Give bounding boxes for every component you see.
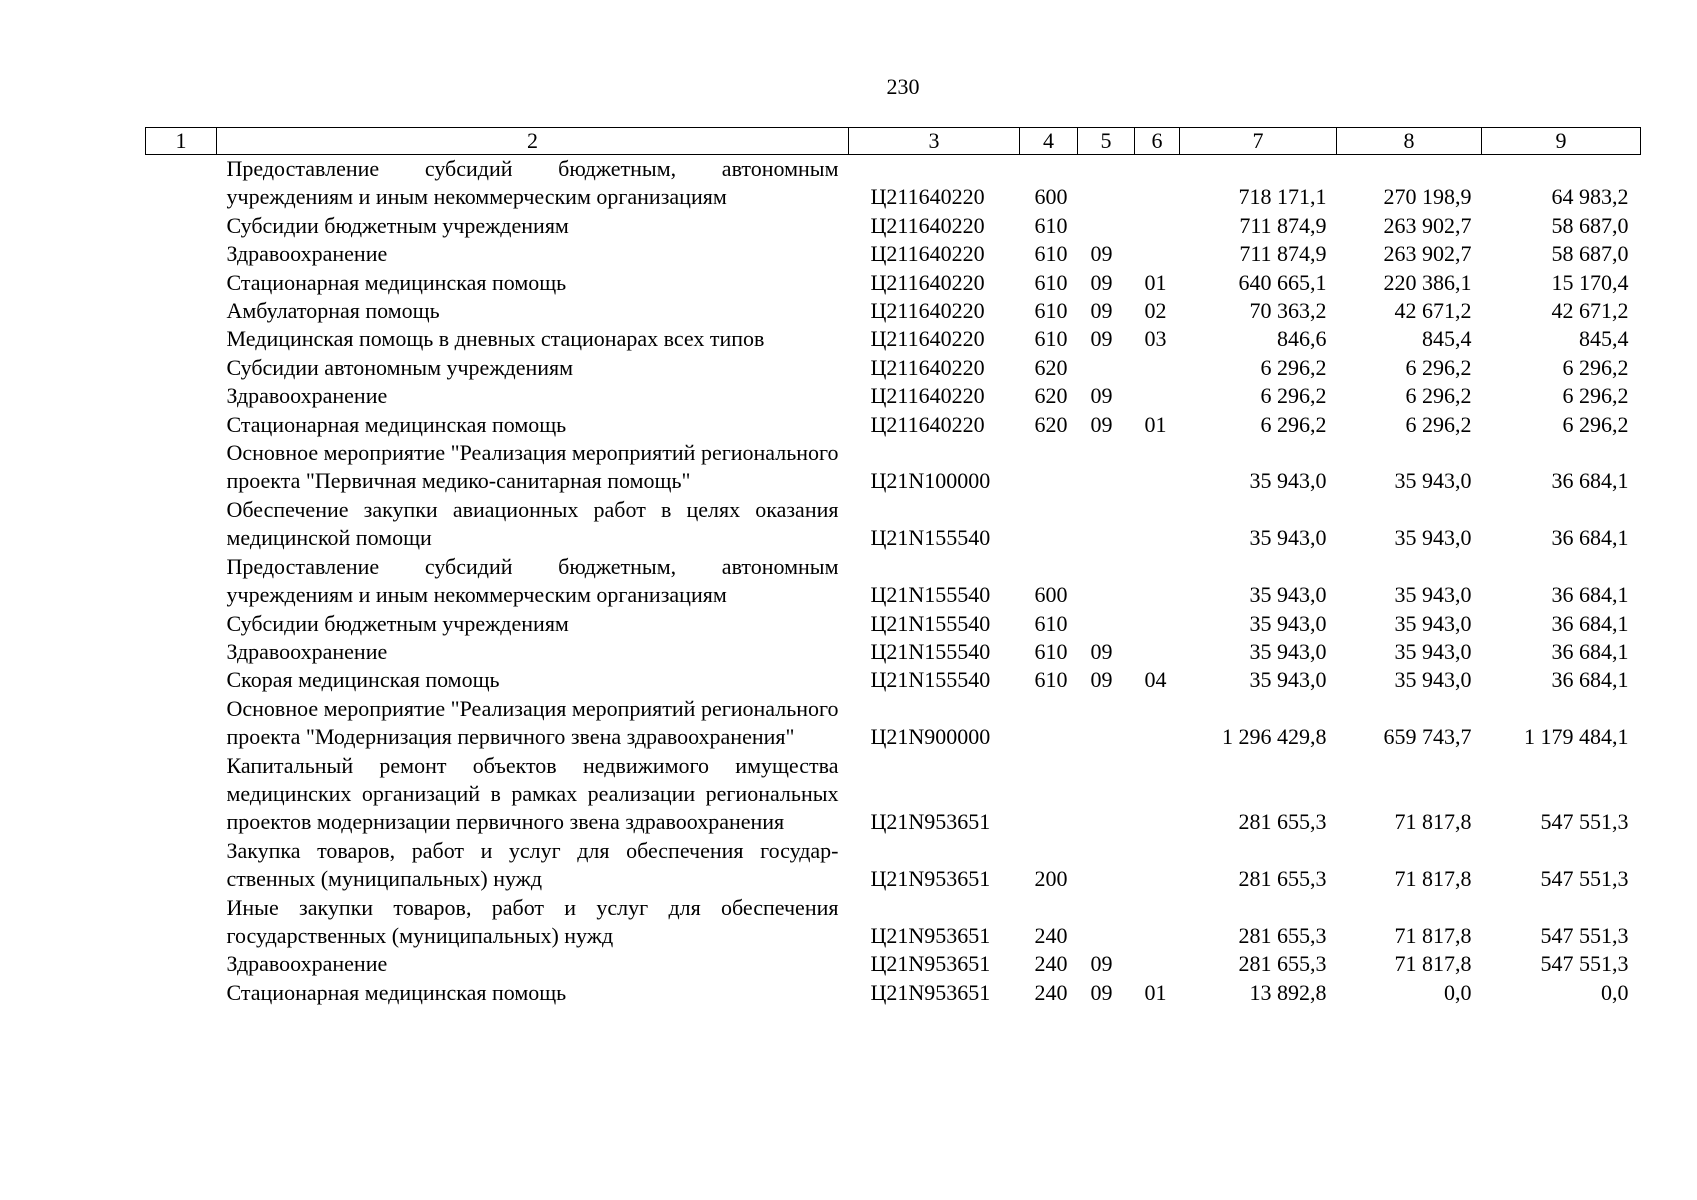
target-code: Ц21N900000 — [870, 724, 991, 750]
amount-col-9: 36 684,1 — [1551, 667, 1629, 693]
table-row — [146, 240, 1641, 268]
column-number-header — [146, 128, 1641, 155]
item-name: Субсидии автономным учреждениям — [226, 354, 574, 380]
amount-col-8: 263 902,7 — [1383, 241, 1472, 267]
expense-type: 620 — [1034, 383, 1068, 409]
table-row — [146, 325, 1641, 353]
subsection — [1135, 553, 1180, 610]
table-row — [146, 979, 1641, 1007]
amount-col-7: 1 296 429,8 — [1222, 724, 1327, 750]
amount-col-9: 6 296,2 — [1562, 411, 1629, 437]
item-name: Основное мероприятие "Реализация мероприятий регионального проекта "Модернизация первичного звена здравоохранения" — [226, 695, 839, 750]
item-name: Предоставление субсидий бюджетным, автономным учреждениям и иным некоммерческим организациям — [226, 553, 839, 608]
item-name: Субсидии бюджетным учреждениям — [226, 212, 569, 238]
item-name: Медицинская помощь в дневных стационарах всех типов — [226, 326, 765, 352]
subsection: 01 — [1144, 411, 1167, 437]
amount-col-9: 547 551,3 — [1540, 922, 1629, 948]
col-1-cell — [146, 695, 217, 752]
expense-type: 620 — [1034, 354, 1068, 380]
table-row — [146, 695, 1641, 752]
section: 09 — [1090, 951, 1113, 977]
col-1-cell — [146, 950, 217, 978]
amount-col-8: 659 743,7 — [1383, 724, 1472, 750]
amount-col-7: 35 943,0 — [1249, 525, 1327, 551]
section — [1078, 752, 1135, 837]
target-code: Ц21N155540 — [870, 525, 991, 551]
target-code: Ц21N155540 — [870, 610, 991, 636]
col-1-cell — [146, 212, 217, 240]
col-1-cell — [146, 553, 217, 610]
col-1-cell — [146, 155, 217, 212]
col-1-cell — [146, 411, 217, 439]
target-code: Ц21N155540 — [870, 667, 991, 693]
target-code: Ц211640220 — [870, 383, 985, 409]
amount-col-7: 711 874,9 — [1239, 212, 1327, 238]
amount-col-8: 270 198,9 — [1383, 184, 1472, 210]
subsection — [1135, 894, 1180, 951]
expense-type: 610 — [1034, 326, 1068, 352]
table-row — [146, 950, 1641, 978]
item-name: Стационарная медицинская помощь — [226, 411, 567, 437]
table-row — [146, 496, 1641, 553]
col-1-cell — [146, 269, 217, 297]
section — [1078, 894, 1135, 951]
subsection: 04 — [1144, 667, 1167, 693]
amount-col-7: 718 171,1 — [1238, 184, 1327, 210]
header-col-7: 7 — [1180, 128, 1337, 155]
amount-col-9: 1 179 484,1 — [1524, 724, 1629, 750]
target-code: Ц211640220 — [870, 212, 985, 238]
subsection — [1135, 155, 1180, 212]
header-col-4: 4 — [1020, 128, 1078, 155]
expense-type: 620 — [1034, 411, 1068, 437]
item-name: Обеспечение закупки авиационных работ в целях оказания медицинской помощи — [226, 496, 839, 551]
subsection — [1135, 439, 1180, 496]
table-row — [146, 837, 1641, 894]
amount-col-9: 0,0 — [1601, 979, 1629, 1005]
amount-col-9: 547 551,3 — [1540, 866, 1629, 892]
table-row — [146, 553, 1641, 610]
section — [1078, 695, 1135, 752]
expense-type — [1020, 496, 1078, 553]
target-code: Ц21N953651 — [870, 951, 991, 977]
header-col-2: 2 — [217, 128, 849, 155]
subsection: 02 — [1144, 298, 1167, 324]
subsection: 03 — [1144, 326, 1167, 352]
amount-col-7: 281 655,3 — [1238, 951, 1327, 977]
amount-col-7: 640 665,1 — [1238, 269, 1327, 295]
amount-col-7: 711 874,9 — [1239, 241, 1327, 267]
col-1-cell — [146, 325, 217, 353]
section — [1078, 439, 1135, 496]
section — [1078, 212, 1135, 240]
expense-type: 610 — [1034, 298, 1068, 324]
item-name: Здравоохранение — [226, 383, 388, 409]
item-name: Скорая медицинская помощь — [226, 667, 500, 693]
subsection — [1135, 950, 1180, 978]
expense-type: 610 — [1034, 667, 1068, 693]
subsection — [1135, 638, 1180, 666]
target-code: Ц21N953651 — [870, 866, 991, 892]
header-col-6: 6 — [1135, 128, 1180, 155]
item-name: Основное мероприятие "Реализация мероприятий регионального проекта "Первичная медико-санитарная помощь" — [226, 440, 839, 494]
amount-col-8: 42 671,2 — [1394, 298, 1472, 324]
section: 09 — [1090, 667, 1113, 693]
target-code: Ц211640220 — [870, 184, 985, 210]
table-body — [146, 155, 1641, 1008]
target-code: Ц21N100000 — [870, 468, 991, 494]
amount-col-8: 71 817,8 — [1394, 951, 1472, 977]
amount-col-9: 36 684,1 — [1551, 610, 1629, 636]
item-name: Закупка товаров, работ и услуг для обеспечения государственных (муниципальных) нужд — [226, 837, 839, 892]
amount-col-7: 281 655,3 — [1238, 866, 1327, 892]
section — [1078, 837, 1135, 894]
target-code: Ц211640220 — [870, 411, 985, 437]
amount-col-8: 71 817,8 — [1394, 866, 1472, 892]
amount-col-9: 845,4 — [1579, 326, 1629, 352]
page-number: 230 — [886, 74, 920, 99]
amount-col-8: 35 943,0 — [1394, 468, 1472, 494]
expense-type — [1020, 695, 1078, 752]
col-1-cell — [146, 496, 217, 553]
table-row — [146, 297, 1641, 325]
amount-col-9: 36 684,1 — [1551, 582, 1629, 608]
col-1-cell — [146, 666, 217, 694]
subsection — [1135, 240, 1180, 268]
amount-col-7: 13 892,8 — [1249, 979, 1327, 1005]
section: 09 — [1090, 241, 1113, 267]
col-1-cell — [146, 752, 217, 837]
expense-type: 240 — [1034, 922, 1068, 948]
target-code: Ц211640220 — [870, 269, 985, 295]
section: 09 — [1090, 411, 1113, 437]
subsection — [1135, 610, 1180, 638]
subsection: 01 — [1144, 269, 1167, 295]
target-code: Ц21N155540 — [870, 638, 991, 664]
expense-type: 610 — [1034, 638, 1068, 664]
item-name: Стационарная медицинская помощь — [226, 269, 567, 295]
amount-col-7: 846,6 — [1277, 326, 1327, 352]
expense-type: 240 — [1034, 951, 1068, 977]
target-code: Ц21N953651 — [870, 809, 991, 835]
budget-table — [145, 127, 1641, 1007]
amount-col-8: 35 943,0 — [1394, 638, 1472, 664]
expense-type: 200 — [1034, 866, 1068, 892]
amount-col-9: 58 687,0 — [1551, 212, 1629, 238]
col-1-cell — [146, 610, 217, 638]
col-1-cell — [146, 297, 217, 325]
section: 09 — [1090, 298, 1113, 324]
item-name: Здравоохранение — [226, 951, 388, 977]
section: 09 — [1090, 979, 1113, 1005]
target-code: Ц211640220 — [870, 326, 985, 352]
amount-col-8: 35 943,0 — [1394, 525, 1472, 551]
header-col-9: 9 — [1482, 128, 1641, 155]
table-row — [146, 894, 1641, 951]
amount-col-7: 35 943,0 — [1249, 667, 1327, 693]
amount-col-9: 6 296,2 — [1562, 354, 1629, 380]
section: 09 — [1090, 326, 1113, 352]
subsection — [1135, 752, 1180, 837]
subsection — [1135, 212, 1180, 240]
table-row — [146, 411, 1641, 439]
table-row — [146, 752, 1641, 837]
header-col-1: 1 — [146, 128, 217, 155]
amount-col-7: 70 363,2 — [1249, 298, 1327, 324]
amount-col-8: 71 817,8 — [1394, 809, 1472, 835]
amount-col-9: 547 551,3 — [1540, 809, 1629, 835]
amount-col-8: 845,4 — [1422, 326, 1472, 352]
amount-col-7: 6 296,2 — [1260, 383, 1327, 409]
target-code: Ц21N953651 — [870, 979, 991, 1005]
expense-type: 610 — [1034, 610, 1068, 636]
item-name: Иные закупки товаров, работ и услуг для обеспечения государственных (муниципальных) нужд — [226, 894, 839, 948]
item-name: Стационарная медицинская помощь — [226, 979, 567, 1005]
target-code: Ц211640220 — [870, 354, 985, 380]
section: 09 — [1090, 638, 1113, 664]
amount-col-9: 36 684,1 — [1551, 525, 1629, 551]
section — [1078, 354, 1135, 382]
section — [1078, 610, 1135, 638]
col-1-cell — [146, 439, 217, 496]
target-code: Ц21N953651 — [870, 922, 991, 948]
amount-col-8: 6 296,2 — [1405, 383, 1472, 409]
expense-type: 600 — [1034, 582, 1068, 608]
target-code: Ц211640220 — [870, 241, 985, 267]
section — [1078, 496, 1135, 553]
expense-type: 610 — [1034, 269, 1068, 295]
expense-type — [1020, 439, 1078, 496]
table-row — [146, 269, 1641, 297]
item-name: Капитальный ремонт объектов недвижимого имущества медицинских организаций в рамках реализации региональных проектов модернизации первичного звена здравоохранения — [226, 752, 839, 835]
table-row — [146, 155, 1641, 212]
amount-col-7: 281 655,3 — [1238, 809, 1327, 835]
table-row — [146, 354, 1641, 382]
section — [1078, 155, 1135, 212]
amount-col-9: 547 551,3 — [1540, 951, 1629, 977]
section: 09 — [1090, 269, 1113, 295]
subsection — [1135, 354, 1180, 382]
target-code: Ц21N155540 — [870, 582, 991, 608]
table-row — [146, 439, 1641, 496]
item-name: Здравоохранение — [226, 241, 388, 267]
table-row — [146, 382, 1641, 410]
amount-col-9: 36 684,1 — [1551, 638, 1629, 664]
amount-col-8: 6 296,2 — [1405, 411, 1472, 437]
section: 09 — [1090, 383, 1113, 409]
amount-col-7: 35 943,0 — [1249, 582, 1327, 608]
subsection — [1135, 496, 1180, 553]
subsection — [1135, 382, 1180, 410]
col-1-cell — [146, 638, 217, 666]
amount-col-8: 263 902,7 — [1383, 212, 1472, 238]
amount-col-8: 35 943,0 — [1394, 582, 1472, 608]
expense-type: 240 — [1034, 979, 1068, 1005]
amount-col-7: 281 655,3 — [1238, 922, 1327, 948]
amount-col-7: 35 943,0 — [1249, 468, 1327, 494]
subsection — [1135, 837, 1180, 894]
amount-col-9: 64 983,2 — [1551, 184, 1629, 210]
subsection: 01 — [1144, 979, 1167, 1005]
expense-type — [1020, 752, 1078, 837]
table-row — [146, 212, 1641, 240]
item-name: Предоставление субсидий бюджетным, автономным учреждениям и иным некоммерческим организациям — [226, 156, 839, 210]
amount-col-9: 36 684,1 — [1551, 468, 1629, 494]
header-col-3: 3 — [849, 128, 1020, 155]
section — [1078, 553, 1135, 610]
col-1-cell — [146, 837, 217, 894]
amount-col-7: 6 296,2 — [1260, 354, 1327, 380]
expense-type: 610 — [1034, 241, 1068, 267]
amount-col-8: 0,0 — [1444, 979, 1472, 1005]
table-row — [146, 638, 1641, 666]
expense-type: 600 — [1034, 184, 1068, 210]
amount-col-8: 71 817,8 — [1394, 922, 1472, 948]
expense-type: 610 — [1034, 212, 1068, 238]
item-name: Здравоохранение — [226, 638, 388, 664]
amount-col-9: 42 671,2 — [1551, 298, 1629, 324]
target-code: Ц211640220 — [870, 298, 985, 324]
table-row — [146, 610, 1641, 638]
table-row — [146, 666, 1641, 694]
col-1-cell — [146, 382, 217, 410]
item-name: Амбулаторная помощь — [226, 298, 440, 324]
amount-col-9: 15 170,4 — [1551, 269, 1629, 295]
col-1-cell — [146, 894, 217, 951]
amount-col-8: 220 386,1 — [1383, 269, 1472, 295]
col-1-cell — [146, 240, 217, 268]
amount-col-8: 35 943,0 — [1394, 667, 1472, 693]
amount-col-8: 35 943,0 — [1394, 610, 1472, 636]
amount-col-7: 35 943,0 — [1249, 638, 1327, 664]
amount-col-7: 35 943,0 — [1249, 610, 1327, 636]
amount-col-9: 6 296,2 — [1562, 383, 1629, 409]
col-1-cell — [146, 979, 217, 1007]
amount-col-9: 58 687,0 — [1551, 241, 1629, 267]
col-1-cell — [146, 354, 217, 382]
amount-col-7: 6 296,2 — [1260, 411, 1327, 437]
item-name: Субсидии бюджетным учреждениям — [226, 610, 569, 636]
header-col-5: 5 — [1078, 128, 1135, 155]
header-col-8: 8 — [1337, 128, 1482, 155]
subsection — [1135, 695, 1180, 752]
amount-col-8: 6 296,2 — [1405, 354, 1472, 380]
